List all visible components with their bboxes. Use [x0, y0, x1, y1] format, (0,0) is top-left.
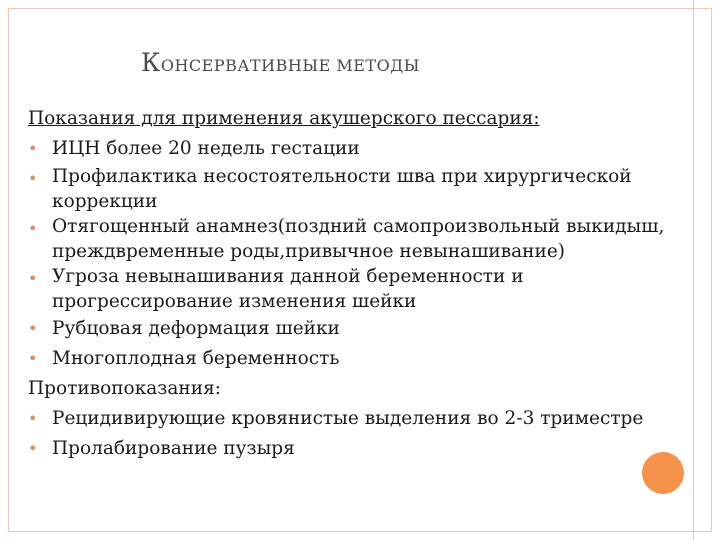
bullet-icon: •: [28, 319, 38, 338]
list-item-text: Угроза невынашивания данной беременности и прогрессирование изменения шейки: [52, 266, 524, 312]
list-item: [28, 404, 698, 434]
list-item: [28, 164, 698, 214]
list-item-text: Профилактика несостоятельности шва при хирургической коррекции: [52, 166, 632, 212]
slide-title: [141, 48, 420, 77]
bullet-icon: •: [28, 439, 38, 458]
list-item-text: Рубцовая деформация шейки: [52, 318, 340, 339]
list-item: [28, 314, 698, 344]
list-item: [28, 344, 698, 374]
bullet-icon: •: [28, 269, 38, 288]
slide-body: [28, 104, 698, 464]
bullet-icon: •: [28, 349, 38, 368]
list-item-text: Пролабирование пузыря: [52, 438, 295, 459]
list-item-text: Рецидивирующие кровянистые выделения во 2-3 триместре: [52, 408, 644, 429]
list-item: [28, 264, 698, 314]
list-item: [28, 434, 698, 464]
bullet-icon: •: [28, 219, 38, 238]
indications-heading: Показания для применения акушерского пессария:: [28, 108, 540, 129]
list-item: [28, 134, 698, 164]
list-item-text: ИЦН более 20 недель гестации: [52, 138, 360, 159]
list-item-text: Многоплодная беременность: [52, 348, 340, 369]
decorative-circle: [642, 452, 684, 494]
title-rest: ОНСЕРВАТИВНЫЕ МЕТОДЫ: [160, 56, 420, 75]
bullet-icon: •: [28, 409, 38, 428]
contraindications-heading: Противопоказания:: [28, 378, 221, 399]
title-initial: К: [141, 48, 161, 77]
list-item: [28, 214, 698, 264]
bullet-icon: •: [28, 169, 38, 188]
bullet-icon: •: [28, 139, 38, 158]
list-item-text: Отягощенный анамнез(поздний самопроизвольный выкидыш, преждвременные роды,привычное невынашивание): [52, 216, 665, 262]
